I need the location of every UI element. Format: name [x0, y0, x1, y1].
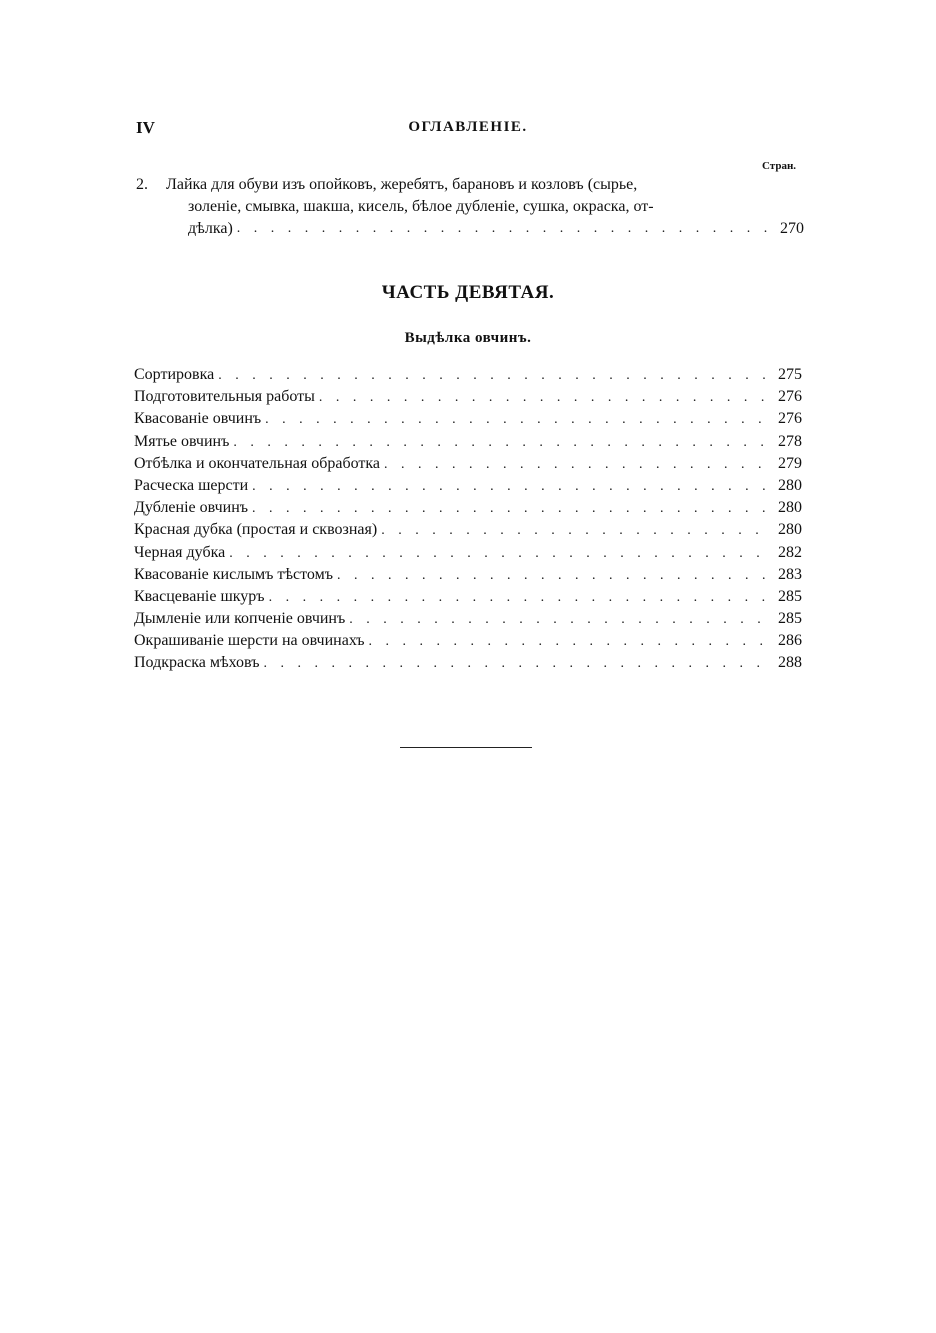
entry-line-3-text: дѣлка)	[188, 220, 233, 237]
dot-leader	[263, 656, 766, 672]
toc-row	[134, 455, 802, 477]
running-title: ОГЛАВЛЕНІЕ.	[408, 119, 528, 135]
toc-title: Квасцеваніе шкуръ	[134, 587, 265, 605]
toc-page: 285	[778, 610, 802, 628]
dot-leader	[369, 634, 767, 650]
entry-line-2: золеніе, смывка, шакша, кисель, бѣлое дубленіе, сушка, окраска, от-	[188, 198, 654, 215]
dot-leader	[252, 501, 766, 517]
toc-row	[134, 388, 802, 410]
toc-title: Расческа шерсти	[134, 476, 249, 494]
toc-title: Подготовительныя работы	[134, 388, 315, 406]
dot-leader	[237, 218, 768, 240]
toc-row	[134, 610, 802, 632]
toc-list	[134, 366, 802, 677]
toc-row	[134, 566, 802, 588]
dot-leader	[319, 390, 766, 406]
toc-row	[134, 433, 802, 455]
dot-leader	[269, 590, 766, 606]
toc-title: Отбѣлка и окончательная обработка	[134, 454, 381, 472]
dot-leader	[252, 479, 766, 495]
dot-leader	[384, 457, 766, 473]
page-number: IV	[136, 118, 155, 137]
dot-leader	[349, 612, 766, 628]
toc-page: 282	[778, 543, 802, 561]
toc-page: 283	[778, 565, 802, 583]
toc-page: 280	[778, 499, 802, 517]
page-column-label: Стран.	[762, 160, 797, 172]
part-title: ЧАСТЬ ДЕВЯТАЯ.	[381, 282, 555, 303]
toc-title: Красная дубка (простая и сквозная)	[134, 521, 378, 539]
toc-page: 276	[778, 410, 802, 428]
toc-row	[134, 588, 802, 610]
toc-row	[134, 632, 802, 654]
toc-page: 278	[778, 432, 802, 450]
toc-title: Мятье овчинъ	[134, 432, 230, 450]
toc-title: Квасованіе кислымъ тѣстомъ	[134, 565, 333, 583]
toc-page: 280	[778, 476, 802, 494]
toc-page: 280	[778, 521, 802, 539]
toc-title: Черная дубка	[134, 543, 226, 561]
entry-line-1: Лайка для обуви изъ опойковъ, жеребятъ, барановъ и козловъ (сырье,	[166, 176, 638, 193]
toc-row	[134, 499, 802, 521]
toc-page: 275	[778, 366, 802, 383]
end-rule	[400, 747, 532, 748]
toc-row	[134, 521, 802, 543]
toc-row	[134, 654, 802, 676]
toc-title: Сортировка	[134, 366, 215, 383]
toc-page: 276	[778, 388, 802, 406]
toc-title: Дубленіе овчинъ	[134, 499, 249, 517]
dot-leader	[265, 412, 766, 428]
toc-page: 285	[778, 587, 802, 605]
dot-leader	[381, 523, 766, 539]
toc-row	[134, 366, 802, 388]
dot-leader	[218, 368, 766, 384]
toc-page: 279	[778, 454, 802, 472]
toc-title: Дымленіе или копченіе овчинъ	[134, 610, 346, 628]
dot-leader	[233, 435, 766, 451]
toc-title: Окрашиваніе шерсти на овчинахъ	[134, 632, 365, 650]
dot-leader	[229, 546, 766, 562]
toc-title: Квасованіе овчинъ	[134, 410, 262, 428]
toc-row	[134, 544, 802, 566]
toc-row	[134, 410, 802, 432]
toc-page: 288	[778, 654, 802, 672]
dot-leader	[337, 568, 766, 584]
toc-page: 286	[778, 632, 802, 650]
toc-row	[134, 477, 802, 499]
entry-line-3	[188, 218, 804, 240]
toc-title: Подкраска мѣховъ	[134, 654, 260, 672]
section-title: Выдѣлка овчинъ.	[404, 330, 532, 346]
entry-page: 270	[780, 220, 804, 237]
entry-number: 2.	[136, 176, 148, 193]
